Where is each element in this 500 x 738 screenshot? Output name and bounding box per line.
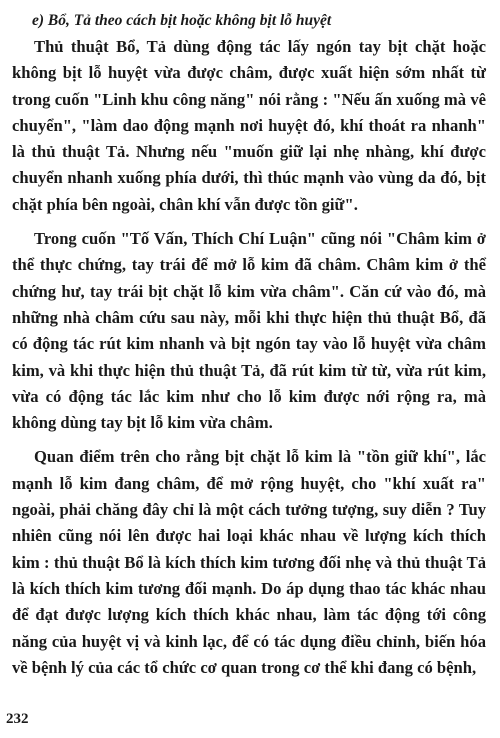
paragraph-1: Thủ thuật Bổ, Tả dùng động tác lấy ngón tay bịt chặt hoặc không bịt lỗ huyệt vừa được châm, được xuất hiện sớm nhất từ trong cuốn "Linh khu công năng" nói rằng : "Nếu ấn xuống mà vê chuyển", "làm dao động mạnh nơi huyệt đó, khí thoát ra nhanh" là thủ thuật Tả. Nhưng nếu "muốn giữ lại nhẹ nhàng, khí được chuyển nhanh xuống phía dưới, thì thúc mạnh vào vùng da đó, bịt chặt phía bên ngoài, chân khí vẫn được tồn giữ". xyxy=(12,37,486,214)
section-heading: e) Bổ, Tả theo cách bịt hoặc không bịt lỗ huyệt xyxy=(32,12,332,29)
paragraph-3: Quan điểm trên cho rằng bịt chặt lỗ kim là "tồn giữ khí", lắc mạnh lỗ kim đang châm, để mở rộng huyệt, cho "khí xuất ra" ngoài, phải chăng đây chỉ là một cách tưởng tượng, suy diễn ? Tuy nhiên cũng nói lên được hai loại khác nhau về lượng kích thích kim : thủ thuật Bổ là kích thích kim tương đối nhẹ và thủ thuật Tả là kích thích kim tương đối mạnh. Do áp dụng thao tác khác nhau để đạt được lượng kích thích khác nhau, làm tác động tới công năng của huyệt vị và kinh lạc, để có tác dụng điều chỉnh, biến hóa về bệnh lý của các tổ chức cơ quan trong cơ thể khi đang có bệnh, xyxy=(12,447,486,677)
page-number: 232 xyxy=(6,711,29,727)
paragraph-2: Trong cuốn "Tố Vấn, Thích Chí Luận" cũng nói "Châm kim ở thể thực chứng, tay trái để mở lỗ kim đã châm. Châm kim ở thể chứng hư, tay trái bịt chặt lỗ kim vừa châm". Căn cứ vào đó, mà những nhà châm cứu sau này, mỗi khi thực hiện thủ thuật Bổ, đã có động tác rút kim nhanh và bịt ngón tay vào lỗ huyệt vừa châm kim, và khi thực hiện thủ thuật Tả, đã rút kim từ từ, vừa rút kim, vừa có động tác lắc kim như cho lỗ kim được nới rộng ra, mà không dùng tay bịt lỗ kim vừa châm. xyxy=(12,229,486,433)
